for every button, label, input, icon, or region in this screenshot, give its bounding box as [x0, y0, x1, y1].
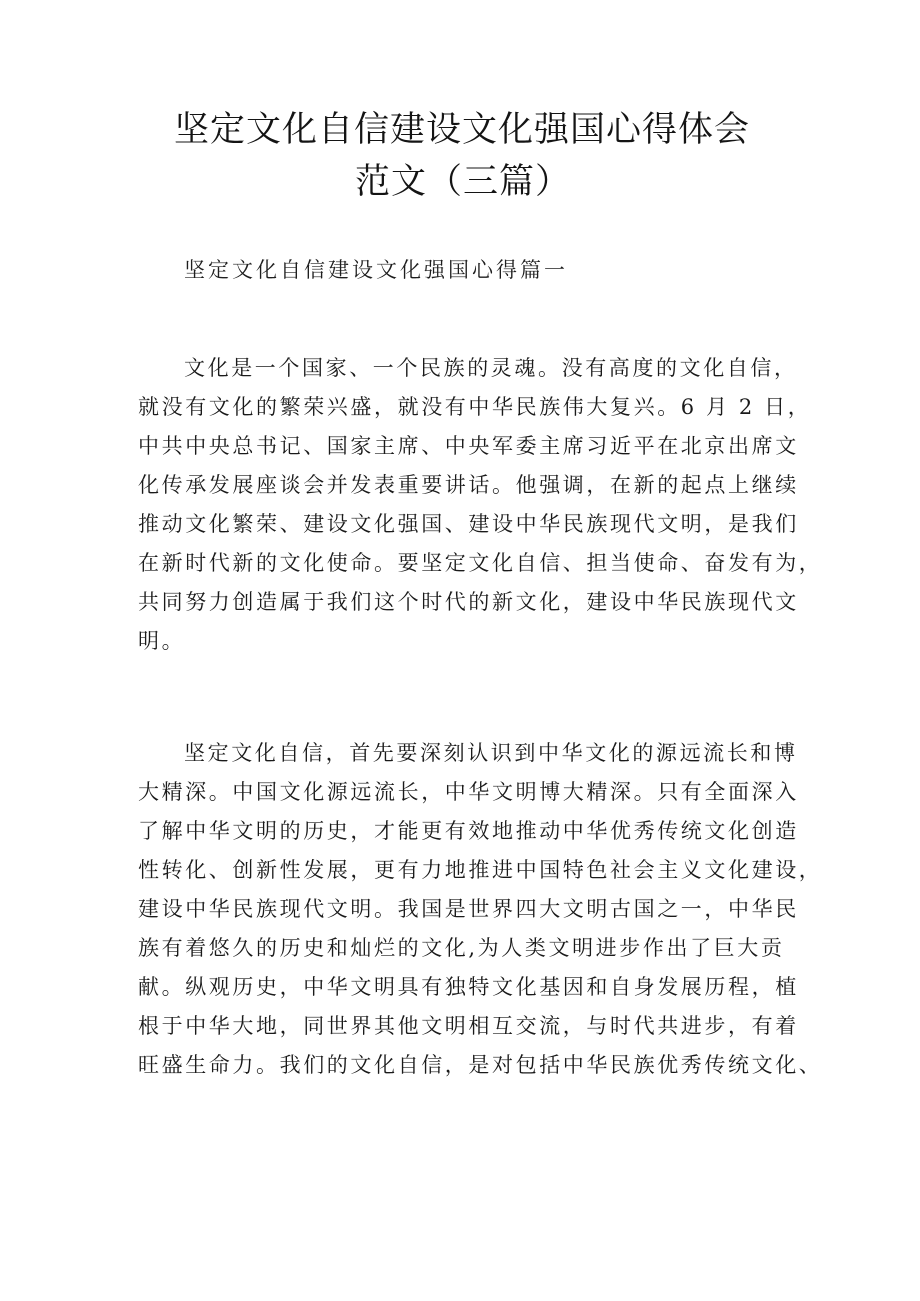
paragraph-line: 献。纵观历史，中华文明具有独特文化基因和自身发展历程，植: [138, 975, 799, 999]
paragraph-line: 明。: [138, 629, 186, 653]
document-title: [0, 104, 920, 208]
paragraph-line: 推动文化繁荣、建设文化强国、建设中华民族现代文明，是我们: [138, 512, 799, 536]
paragraph-line: 旺盛生命力。我们的文化自信，是对包括中华民族优秀传统文化、: [138, 1053, 823, 1077]
paragraph-line: 坚定文化自信，首先要深刻认识到中华文化的源远流长和博: [184, 741, 798, 765]
paragraph-line: 大精深。中国文化源远流长，中华文明博大精深。只有全面深入: [138, 780, 799, 804]
paragraph-line: 化传承发展座谈会并发表重要讲话。他强调，在新的起点上继续: [138, 473, 799, 497]
title-line-2: 范文（三篇）: [354, 162, 571, 202]
paragraph-line: 中共中央总书记、国家主席、中央军委主席习近平在北京出席文: [138, 434, 799, 458]
paragraph-line: 文化是一个国家、一个民族的灵魂。没有高度的文化自信，: [184, 356, 798, 380]
paragraph-line: 共同努力创造属于我们这个时代的新文化，建设中华民族现代文: [138, 590, 799, 614]
paragraph-2: [138, 734, 823, 1085]
paragraph-1: [138, 349, 823, 661]
paragraph-line: 根于中华大地，同世界其他文明相互交流，与时代共进步，有着: [138, 1014, 799, 1038]
paragraph-line: 在新时代新的文化使命。要坚定文化自信、担当使命、奋发有为，: [138, 551, 823, 575]
title-line-1: 坚定文化自信建设文化强国心得体会: [173, 110, 750, 150]
paragraph-line: 建设中华民族现代文明。我国是世界四大文明古国之一，中华民: [138, 897, 799, 921]
paragraph-line: 了解中华文明的历史，才能更有效地推动中华优秀传统文化创造: [138, 819, 799, 843]
paragraph-line: 性转化、创新性发展，更有力地推进中国特色社会主义文化建设，: [138, 858, 823, 882]
section-heading: 坚定文化自信建设文化强国心得篇一: [184, 258, 568, 282]
paragraph-line: 就没有文化的繁荣兴盛，就没有中华民族伟大复兴。6 月 2 日，: [138, 395, 812, 419]
paragraph-line: 族有着悠久的历史和灿烂的文化,为人类文明进步作出了巨大贡: [138, 936, 785, 960]
